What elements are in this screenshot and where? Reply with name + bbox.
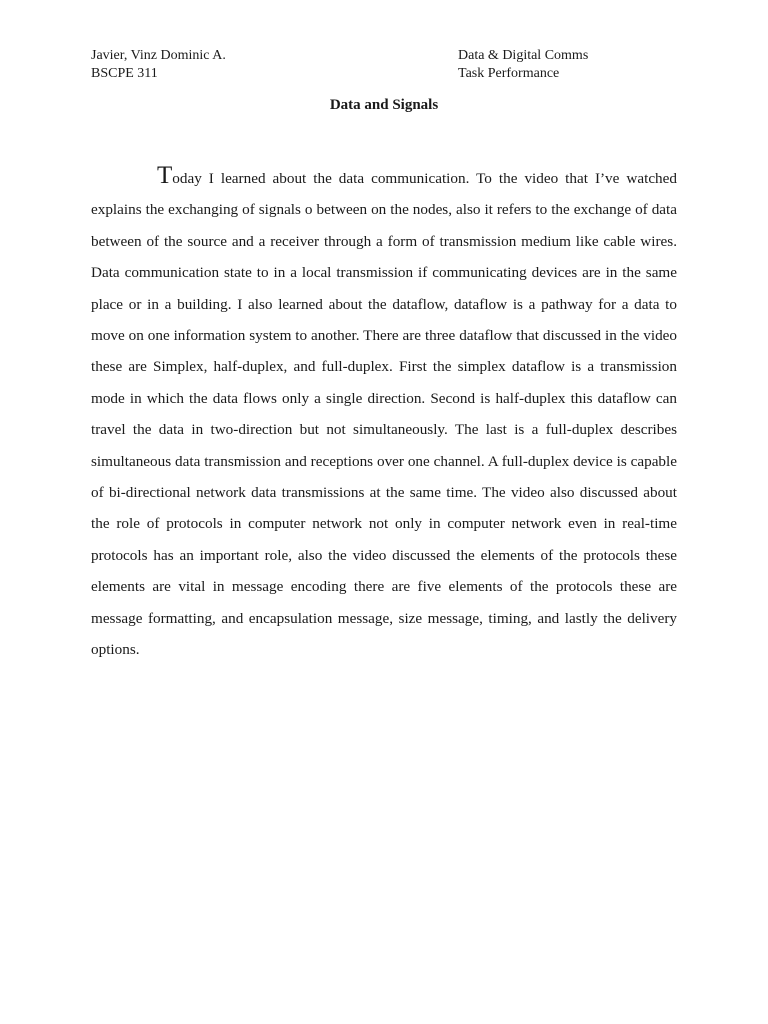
assignment-type: Task Performance: [458, 66, 560, 81]
course-name: Data & Digital Comms: [458, 48, 589, 63]
class-section: BSCPE 311: [91, 66, 158, 81]
page-title: Data and Signals: [329, 97, 439, 113]
drop-initial-letter: T: [157, 162, 173, 189]
header-right-block: [458, 47, 588, 83]
author-name: Javier, Vinz Dominic A.: [91, 48, 226, 63]
body-paragraph-text: oday I learned about the data communication. To the video that I’ve watched explains the exchanging of signals o between on the nodes, also it refers to the exchange of data between of the source and a receiver through a form of transmission medium like cable wires. Data communication state to in a local transmission if communicating devices are in the same place or in a building. I also learned about the dataflow, dataflow is a pathway for a data to move on one information system to another. There are three dataflow that discussed in the video these are Simplex, half-duplex, and full-duplex. First the simplex dataflow is a transmission mode in which the data flows only a single direction. Second is half-duplex this dataflow can travel the data in two-direction but not simultaneously. The last is a full-duplex describes simultaneous data transmission and receptions over one channel. A full-duplex device is capable of bi-directional network data transmissions at the same time. The video also discussed about the role of protocols in computer network not only in computer network even in real-time protocols has an important role, also the video discussed the elements of the protocols these elements are vital in message encoding there are five elements of the protocols these are message formatting, and encapsulation message, size message, timing, and lastly the delivery options.: [91, 170, 677, 659]
body-paragraph: [91, 163, 677, 666]
header-left-block: [91, 47, 226, 83]
